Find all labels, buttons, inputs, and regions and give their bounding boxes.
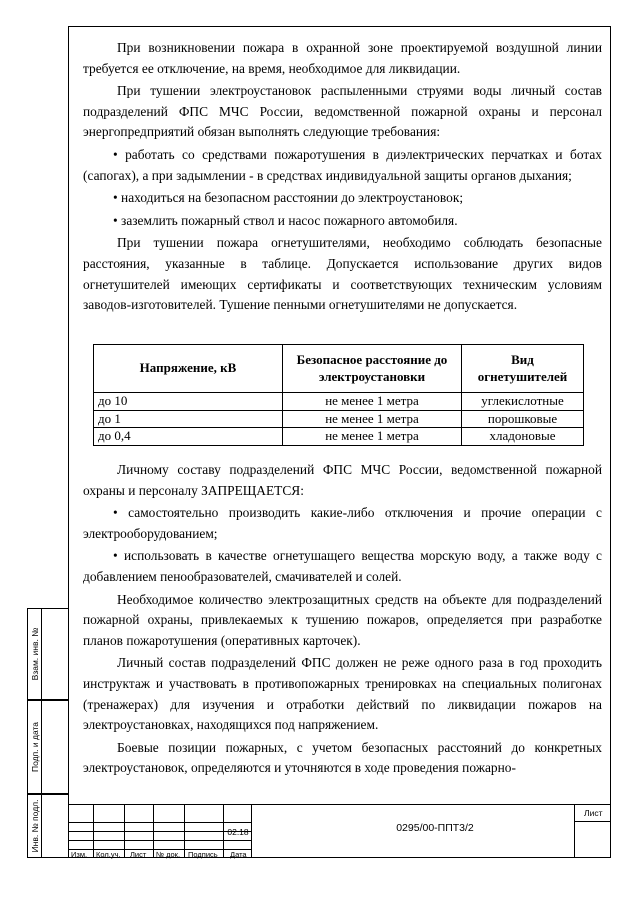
col-date: Дата bbox=[230, 850, 247, 859]
side-stamp-podp bbox=[27, 700, 68, 794]
paragraph: Боевые позиции пожарных, с учетом безопасных расстояний до конкретных электроустановок, определяются и уточняются в ходе проведения пожарно- bbox=[83, 739, 602, 776]
paragraph: Личный состав подразделений ФПС должен не реже одного раза в год проходить инструктаж и участвовать в противопожарных тренировках на специальных полигонах (тренажерах) для изучения и отработки действий по ликвидации пожаров на электроустановках, находящихся под напряжением. bbox=[83, 655, 602, 733]
list-item: • заземлить пожарный ствол и насос пожарного автомобиля. bbox=[113, 212, 458, 228]
table-row bbox=[94, 428, 584, 446]
paragraph: При возникновении пожара в охранной зоне проектируемой воздушной линии требуется ее отключение, на время, необходимое для ликвидации. bbox=[83, 40, 602, 76]
side-stamp-vzam bbox=[27, 608, 68, 700]
paragraph: Личному составу подразделений ФПС МЧС России, ведомственной пожарной охраны и персоналу ЗАПРЕЩАЕТСЯ: bbox=[83, 462, 602, 498]
table-cell: не менее 1 метра bbox=[283, 428, 462, 446]
revision-date: 02.18 bbox=[227, 827, 249, 837]
col-doc: № док. bbox=[156, 850, 181, 859]
paragraph: При тушении электроустановок распыленными струями воды личный состав подразделений ФПС МЧС России, ведомственной пожарной охраны и персонал энергопредприятий обязан выполнять следующие требования: bbox=[83, 83, 602, 140]
list-item: • использовать в качестве огнетушащего вещества морскую воду, а также воду с добавлением пенообразователей, смачивателей и солей. bbox=[83, 548, 602, 584]
side-label-vzam: Взам. инв. № bbox=[29, 627, 40, 681]
table-cell: углекислотные bbox=[462, 393, 584, 411]
table-header: Вид огнетушителей bbox=[462, 345, 584, 393]
table-cell: не менее 1 метра bbox=[283, 393, 462, 411]
col-list: Лист bbox=[130, 850, 147, 859]
body-text-bottom bbox=[83, 460, 602, 781]
table-cell: хладоновые bbox=[462, 428, 584, 446]
list-item: • самостоятельно производить какие-либо отключения и прочие операции с электрооборудованием; bbox=[83, 505, 602, 541]
table-cell: не менее 1 метра bbox=[283, 410, 462, 428]
document-code: 0295/00-ППТ3/2 bbox=[396, 822, 474, 834]
list-item: • находиться на безопасном расстоянии до электроустановок; bbox=[113, 190, 464, 206]
body-text-top bbox=[83, 38, 602, 318]
sheet-label: Лист bbox=[584, 808, 603, 818]
col-sign: Подпись bbox=[188, 850, 218, 859]
table-row bbox=[94, 393, 584, 411]
table-cell: до 0,4 bbox=[94, 428, 283, 446]
col-izm: Изм. bbox=[71, 850, 88, 859]
title-block bbox=[68, 804, 611, 858]
table-header: Безопасное расстояние до электроустановки bbox=[283, 345, 462, 393]
table-cell: порошковые bbox=[462, 410, 584, 428]
side-label-podp: Подп. и дата bbox=[29, 721, 40, 773]
paragraph: При тушении пожара огнетушителями, необходимо соблюдать безопасные расстояния, указанные в таблице. Допускается использование других видов огнетушителей имеющих сертификаты и соответствующих техническим условиям заводов-изготовителей. Тушение пенными огнетушителями не допускается. bbox=[83, 235, 602, 313]
list-item: • работать со средствами пожаротушения в диэлектрических перчатках и ботах (сапогах), а при задымлении - в средствах индивидуальной защиты органов дыхания; bbox=[83, 146, 602, 183]
safety-distance-table bbox=[93, 344, 584, 446]
side-label-inv: Инв. № подл. bbox=[29, 799, 40, 853]
table-cell: до 10 bbox=[94, 393, 283, 411]
table-cell: до 1 bbox=[94, 410, 283, 428]
paragraph: Необходимое количество электрозащитных средств на объекте для подразделений пожарной охраны, привлекаемых к тушению пожаров, определяется при разработке планов пожаротушения (оперативных карточек). bbox=[83, 591, 602, 648]
table-header: Напряжение, кВ bbox=[94, 345, 283, 393]
col-kol: Кол.уч. bbox=[96, 850, 121, 859]
side-stamp-inv bbox=[27, 794, 68, 858]
table-row bbox=[94, 410, 584, 428]
table-header-row bbox=[94, 345, 584, 393]
